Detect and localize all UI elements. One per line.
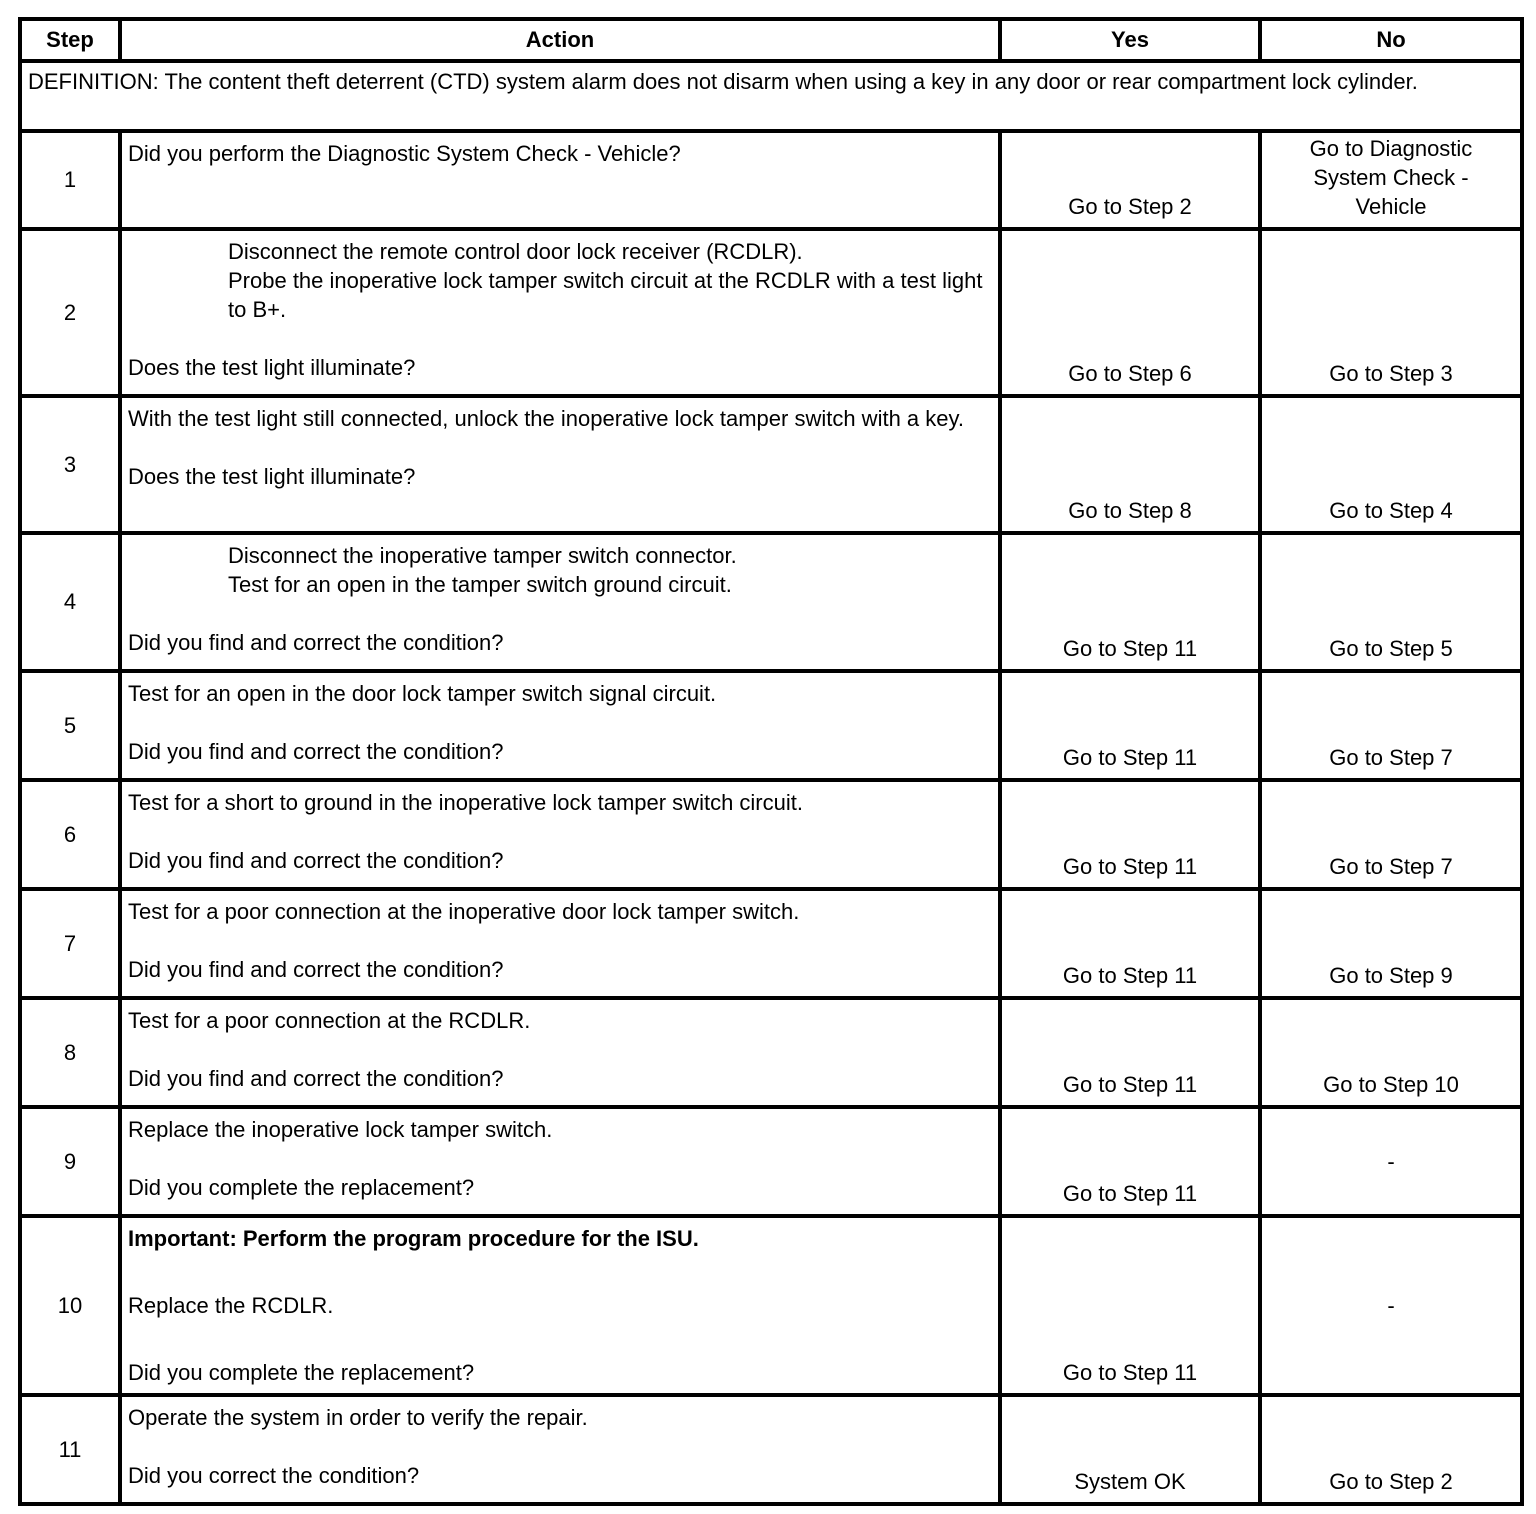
action-cell — [120, 229, 1000, 396]
no-cell: Go to Step 9 — [1260, 889, 1522, 998]
step-number: 2 — [20, 229, 120, 396]
table-row — [20, 1107, 1522, 1216]
action-question: Did you correct the condition? — [128, 1463, 420, 1488]
action-question: Did you find and correct the condition? — [128, 848, 504, 873]
action-cell — [120, 396, 1000, 533]
step-number: 1 — [20, 131, 120, 229]
no-cell: Go to Step 4 — [1260, 396, 1522, 533]
action-bullet: Probe the inoperative lock tamper switch circuit at the RCDLR with a test light to B+. — [228, 268, 983, 322]
step-number: 3 — [20, 396, 120, 533]
yes-cell: Go to Step 8 — [1000, 396, 1260, 533]
yes-cell: Go to Step 11 — [1000, 889, 1260, 998]
step-number: 11 — [20, 1395, 120, 1504]
action-text: Replace the inoperative lock tamper switch. — [128, 1117, 553, 1142]
step-number: 5 — [20, 671, 120, 780]
action-cell — [120, 671, 1000, 780]
header-row — [20, 19, 1522, 61]
yes-cell: Go to Step 11 — [1000, 671, 1260, 780]
action-cell — [120, 1395, 1000, 1504]
table-row — [20, 780, 1522, 889]
action-question: Does the test light illuminate? — [128, 464, 416, 489]
action-question: Does the test light illuminate? — [128, 355, 416, 380]
important-note: Important: Perform the program procedure for the ISU. — [128, 1226, 699, 1251]
header-yes: Yes — [1000, 19, 1260, 61]
action-bullet: Disconnect the remote control door lock receiver (RCDLR). — [228, 239, 803, 264]
step-number: 9 — [20, 1107, 120, 1216]
action-text: Test for an open in the door lock tamper switch signal circuit. — [128, 681, 717, 706]
action-question: Did you find and correct the condition? — [128, 957, 504, 982]
action-question: Did you find and correct the condition? — [128, 1066, 504, 1091]
action-bullet: Test for an open in the tamper switch ground circuit. — [228, 572, 732, 597]
definition-row — [20, 61, 1522, 131]
action-cell — [120, 998, 1000, 1107]
no-cell: Go to Step 3 — [1260, 229, 1522, 396]
action-cell — [120, 889, 1000, 998]
action-text: With the test light still connected, unlock the inoperative lock tamper switch with a key. — [128, 406, 964, 431]
action-text: Test for a poor connection at the inoperative door lock tamper switch. — [128, 899, 800, 924]
action-cell — [120, 1107, 1000, 1216]
table-row — [20, 533, 1522, 671]
yes-cell: Go to Step 11 — [1000, 1216, 1260, 1395]
action-cell — [120, 780, 1000, 889]
action-text: Did you perform the Diagnostic System Check - Vehicle? — [128, 141, 681, 166]
table-row — [20, 1216, 1522, 1395]
table-row — [20, 131, 1522, 229]
yes-cell: Go to Step 11 — [1000, 533, 1260, 671]
no-cell: Go to Step 7 — [1260, 671, 1522, 780]
yes-cell: Go to Step 2 — [1000, 131, 1260, 229]
table-row — [20, 1395, 1522, 1504]
no-cell: - — [1260, 1216, 1522, 1395]
action-question: Did you complete the replacement? — [128, 1175, 475, 1200]
yes-cell: Go to Step 11 — [1000, 998, 1260, 1107]
table-row — [20, 998, 1522, 1107]
action-text: Test for a short to ground in the inoperative lock tamper switch circuit. — [128, 790, 803, 815]
no-cell: Go to Diagnostic System Check - Vehicle — [1260, 131, 1522, 229]
no-cell: Go to Step 2 — [1260, 1395, 1522, 1504]
action-bullet: Disconnect the inoperative tamper switch connector. — [228, 543, 737, 568]
yes-cell: Go to Step 11 — [1000, 1107, 1260, 1216]
yes-cell: System OK — [1000, 1395, 1260, 1504]
no-cell: Go to Step 5 — [1260, 533, 1522, 671]
step-number: 6 — [20, 780, 120, 889]
step-number: 7 — [20, 889, 120, 998]
table-row — [20, 229, 1522, 396]
no-cell: Go to Step 10 — [1260, 998, 1522, 1107]
action-text: Replace the RCDLR. — [128, 1293, 334, 1318]
header-action: Action — [120, 19, 1000, 61]
step-number: 8 — [20, 998, 120, 1107]
action-question: Did you find and correct the condition? — [128, 739, 504, 764]
action-question: Did you find and correct the condition? — [128, 630, 504, 655]
table-row — [20, 396, 1522, 533]
action-text: Operate the system in order to verify the repair. — [128, 1405, 588, 1430]
no-cell: Go to Step 7 — [1260, 780, 1522, 889]
action-cell — [120, 533, 1000, 671]
action-text: Test for a poor connection at the RCDLR. — [128, 1008, 531, 1033]
header-no: No — [1260, 19, 1522, 61]
table-row — [20, 889, 1522, 998]
diagnostic-table — [18, 17, 1524, 1506]
definition-text: DEFINITION: The content theft deterrent (CTD) system alarm does not disarm when using a key in any door or rear compartment lock cylinder. — [20, 61, 1522, 131]
no-cell: - — [1260, 1107, 1522, 1216]
table-row — [20, 671, 1522, 780]
action-cell — [120, 131, 1000, 229]
yes-cell: Go to Step 11 — [1000, 780, 1260, 889]
action-question: Did you complete the replacement? — [128, 1360, 475, 1385]
header-step: Step — [20, 19, 120, 61]
step-number: 10 — [20, 1216, 120, 1395]
yes-cell: Go to Step 6 — [1000, 229, 1260, 396]
step-number: 4 — [20, 533, 120, 671]
action-cell — [120, 1216, 1000, 1395]
